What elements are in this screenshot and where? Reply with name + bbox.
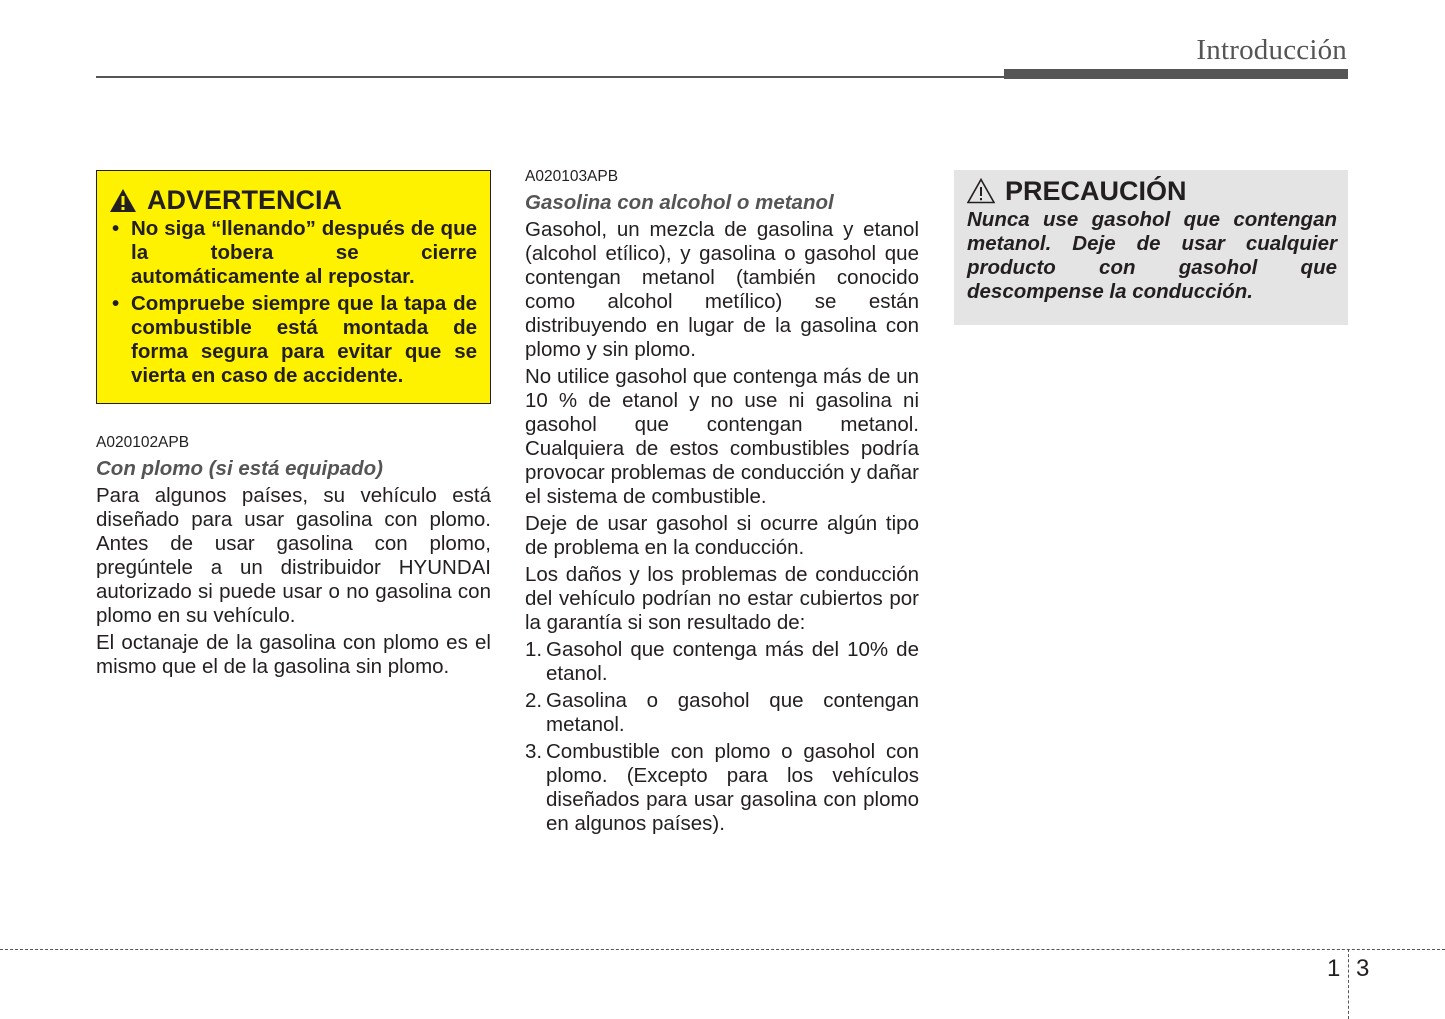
section-title: Gasolina con alcohol o metanol	[525, 191, 834, 214]
warning-list	[109, 217, 477, 388]
header-rule-thick	[1004, 69, 1348, 79]
section-code: A020102APB	[96, 434, 190, 451]
caution-text: Nunca use gasohol que contengan metanol. Deje de usar cualquier producto con gasohol que descompense la conducción.	[967, 208, 1337, 303]
list-item	[525, 740, 919, 836]
section-code: A020103APB	[525, 168, 619, 185]
footer-divider	[0, 949, 1445, 950]
list-text: Gasolina o gasohol que contengan metanol.	[546, 689, 919, 736]
section-title: Con plomo (si está equipado)	[96, 457, 384, 480]
list-item	[525, 689, 919, 737]
list-text: Combustible con plomo o gasohol con plomo. (Excepto para los vehículos diseñados para usar gasolina con plomo en algunos países).	[546, 740, 919, 835]
warning-title: ADVERTENCIA	[147, 185, 343, 215]
numbered-list	[525, 638, 919, 836]
paragraph: Los daños y los problemas de conducción del vehículo podrían no estar cubiertos por la garantía si son resultado de:	[525, 563, 919, 634]
list-number: 3.	[525, 740, 543, 763]
warning-item: • No siga “llenando” después de que la tobera se cierre automáticamente al repostar.	[109, 217, 477, 289]
caution-heading	[967, 176, 1337, 206]
paragraph: Deje de usar gasohol si ocurre algún tipo de problema en la conducción.	[525, 512, 919, 559]
page-header-title: Introducción	[1196, 34, 1347, 66]
warning-item: • Compruebe siempre que la tapa de combustible está montada de forma segura para evitar que se vierta en caso de accidente.	[109, 292, 477, 388]
caution-triangle-icon	[967, 178, 995, 204]
list-item	[525, 638, 919, 686]
warning-heading	[109, 185, 477, 215]
list-number: 1.	[525, 638, 543, 661]
caution-title: PRECAUCIÓN	[1005, 176, 1187, 206]
paragraph: Gasohol, un mezcla de gasolina y etanol (alcohol etílico), y gasolina o gasohol que contengan metanol (también conocido como alcohol metílico) se están distribuyendo en lugar de la gasolina con plomo y sin plomo.	[525, 218, 919, 361]
warning-box	[96, 170, 491, 404]
paragraph: El octanaje de la gasolina con plomo es el mismo que el de la gasolina sin plomo.	[96, 631, 491, 678]
column-right	[954, 170, 1348, 325]
column-left	[96, 170, 491, 682]
list-text: Gasohol que contenga más del 10% de etanol.	[546, 638, 919, 685]
paragraph: No utilice gasohol que contenga más de un 10 % de etanol y no use ni gasolina ni gasohol que contengan metanol. Cualquiera de estos combustibles podría provocar problemas de conducción y dañar el sistema de combustible.	[525, 365, 919, 508]
header-rule-thin	[96, 76, 1004, 78]
caution-box	[954, 170, 1348, 325]
warning-triangle-icon	[109, 188, 137, 213]
chapter-number: 1	[1327, 955, 1341, 982]
page-number: 3	[1356, 955, 1370, 982]
paragraph: Para algunos países, su vehículo está diseñado para usar gasolina con plomo. Antes de usar gasolina con plomo, pregúntele a un distribuidor HYUNDAI autorizado si puede usar o no gasolina con plomo en su vehículo.	[96, 484, 491, 627]
page-number-divider	[1348, 949, 1349, 1019]
column-middle	[525, 168, 919, 839]
list-number: 2.	[525, 689, 543, 712]
